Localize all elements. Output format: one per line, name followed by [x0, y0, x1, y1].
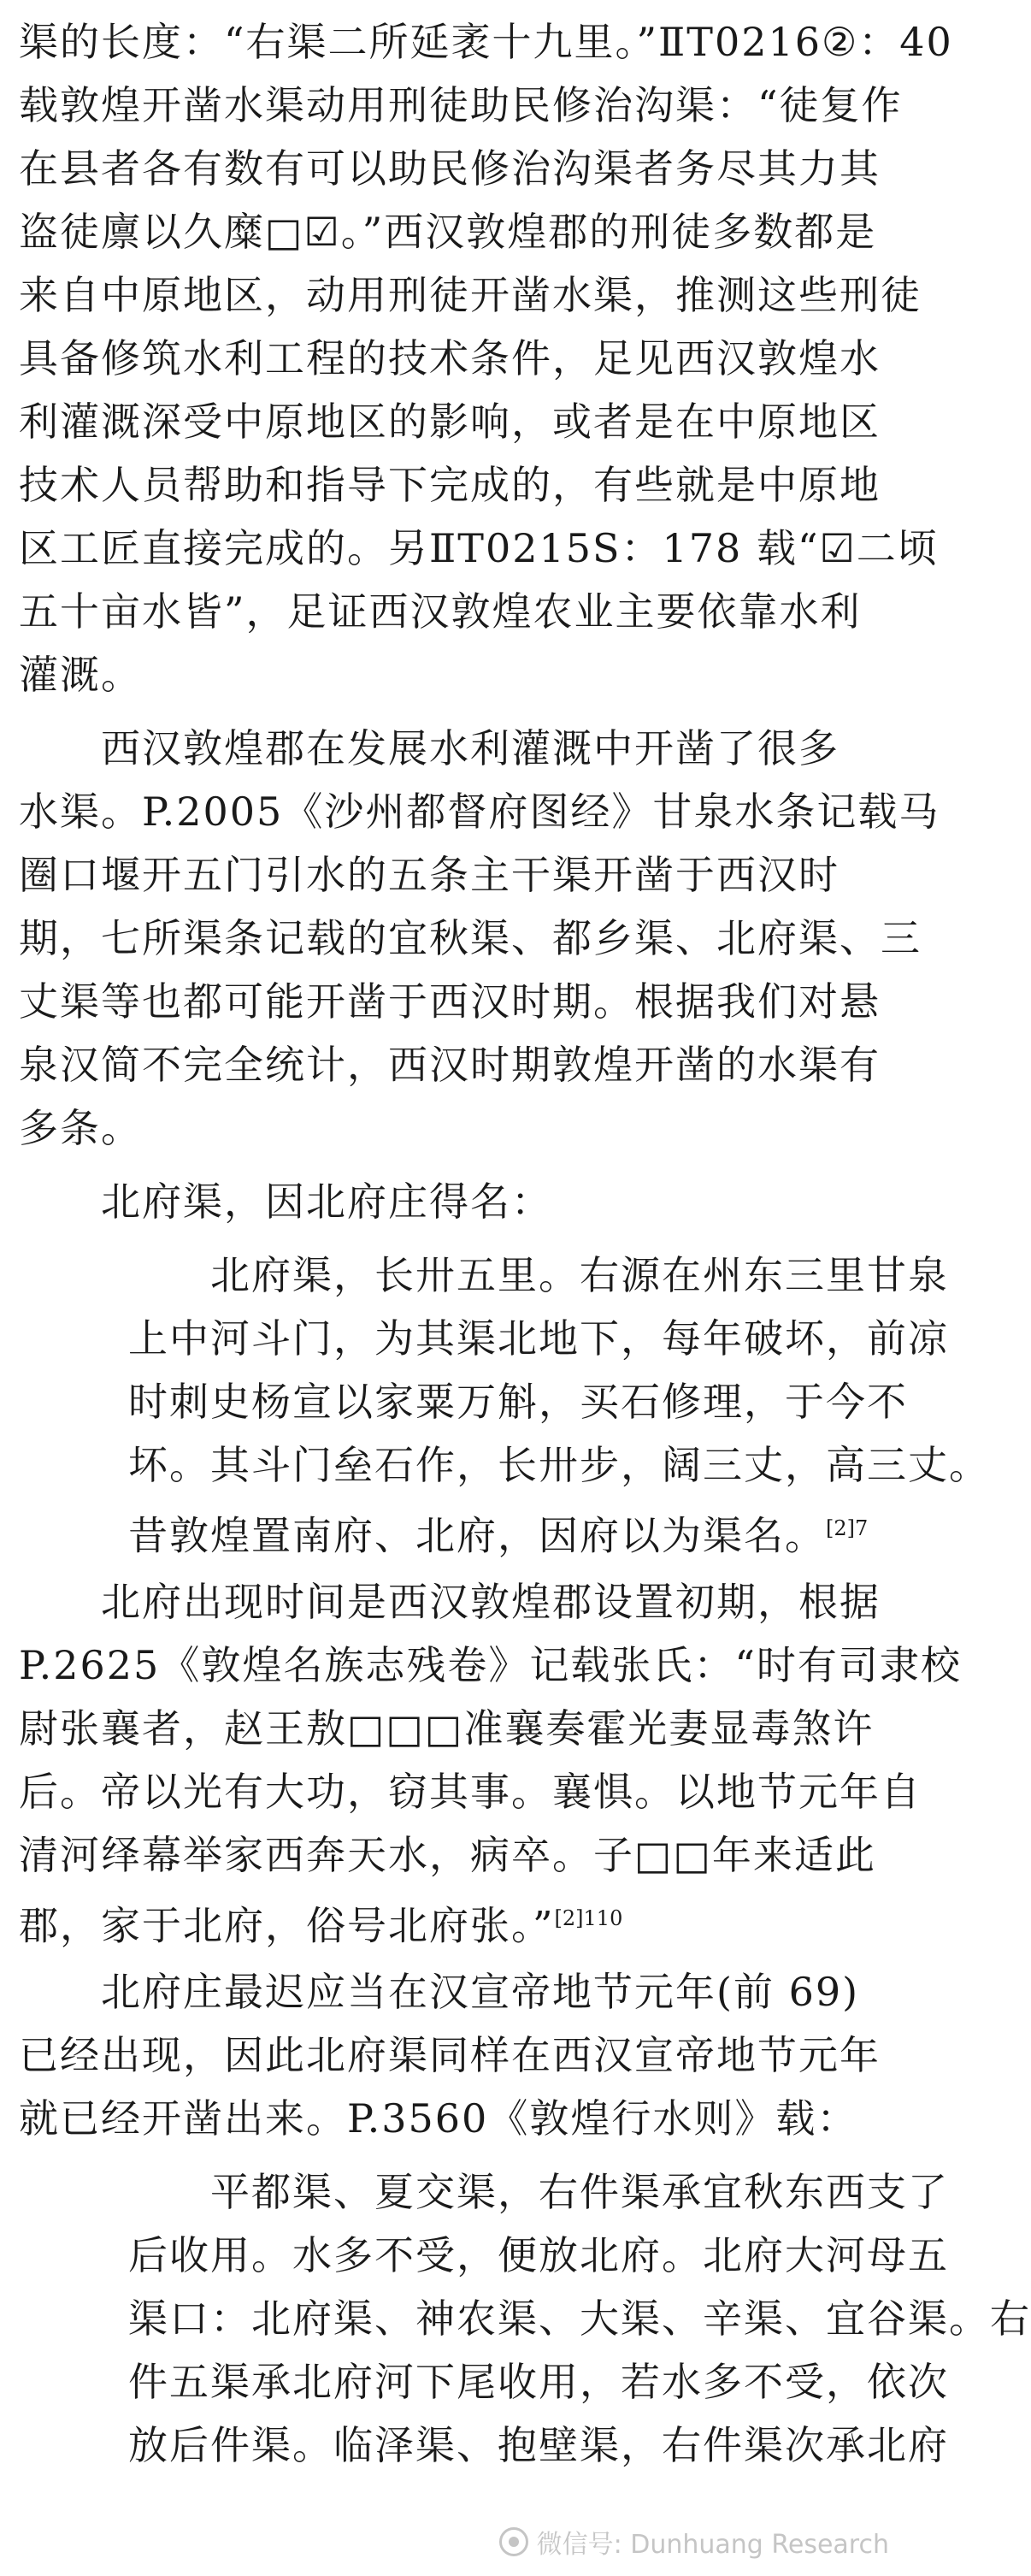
text-line [19, 643, 899, 706]
footnote-ref: [2]110 [554, 1906, 623, 1930]
text-line [19, 1697, 899, 1760]
line-text: 北府庄最迟应当在汉宣帝地节元年(前 69) [101, 1969, 860, 2015]
text-line [19, 1033, 899, 1096]
text-line [19, 1960, 899, 2024]
text-line [19, 74, 903, 137]
line-text: 盗徒廪以久糜□☑。”西汉敦煌郡的刑徒多数都是 [19, 209, 877, 255]
text-line [19, 390, 899, 453]
line-text: 就已经开凿出来。P.3560《敦煌行水则》载： [19, 2095, 858, 2142]
line-text: 圈口堰开五门引水的五条主干渠开凿于西汉时 [19, 852, 840, 898]
text-line [19, 2160, 949, 2224]
text-line [19, 1244, 949, 1307]
text-line [19, 907, 922, 970]
text-line [19, 2087, 899, 2150]
text-line [19, 1170, 899, 1233]
wechat-icon [499, 2527, 528, 2556]
line-text: 昔敦煌置南府、北府，因府以为渠名。 [128, 1512, 826, 1559]
text-line [19, 2224, 949, 2287]
line-text: 丈渠等也都可能开凿于西汉时期。根据我们对悬 [19, 978, 881, 1025]
line-text: 上中河斗门，为其渠北地下，每年破坏，前凉 [128, 1315, 949, 1362]
text-line [19, 580, 899, 643]
line-text: 已经出现，因此北府渠同样在西汉宣帝地节元年 [19, 2032, 881, 2078]
text-line [19, 1096, 899, 1160]
line-text: 多条。 [19, 1105, 142, 1151]
line-text: 北府出现时间是西汉敦煌郡设置初期，根据 [101, 1579, 881, 1625]
text-line [19, 10, 953, 74]
text-line [19, 1570, 899, 1634]
line-text: 渠的长度：“右渠二所延袤十九里。”ⅡT0216②：40 [19, 19, 953, 65]
text-line [19, 970, 899, 1033]
line-text: 灌溉。 [19, 652, 142, 698]
line-text: 尉张襄者，赵王敖□□□准襄奏霍光妻显毒煞许 [19, 1705, 875, 1752]
line-text: 利灌溉深受中原地区的影响，或者是在中原地区 [19, 399, 881, 445]
text-line [19, 137, 899, 200]
text-line [19, 263, 922, 327]
text-line [19, 1307, 949, 1370]
text-line [19, 2350, 949, 2414]
line-text: 后收用。水多不受，便放北府。北府大河母五 [128, 2232, 949, 2278]
text-line [19, 1823, 899, 1887]
line-text: 后。帝以光有大功，窃其事。襄惧。以地节元年自 [19, 1769, 922, 1815]
line-text: 区工匠直接完成的。另ⅡT0215S：178 载“☑二顷 [19, 525, 939, 571]
text-line [19, 717, 899, 780]
line-text: 郡，家于北府，俗号北府张。” [19, 1902, 555, 1949]
text-line [19, 2287, 1031, 2350]
watermark-text: 微信号: Dunhuang Research [536, 2530, 889, 2560]
line-text: 载敦煌开凿水渠动用刑徒助民修治沟渠：“徒复作 [19, 82, 903, 128]
text-line [19, 2024, 899, 2087]
text-line [19, 2414, 949, 2477]
line-text: 西汉敦煌郡在发展水利灌溉中开凿了很多 [101, 725, 840, 771]
text-line [19, 1760, 922, 1823]
text-line [19, 327, 899, 390]
line-text: 技术人员帮助和指导下完成的，有些就是中原地 [19, 462, 881, 508]
line-text: 在县者各有数有可以助民修治沟渠者务尽其力其 [19, 145, 881, 192]
line-text: 五十亩水皆”，足证西汉敦煌农业主要依靠水利 [19, 588, 862, 635]
text-line [19, 200, 899, 263]
line-text: 期，七所渠条记载的宜秋渠、都乡渠、北府渠、三 [19, 915, 922, 961]
watermark [499, 2523, 889, 2561]
line-text: 具备修筑水利工程的技术条件，足见西汉敦煌水 [19, 335, 881, 381]
text-line [19, 453, 899, 517]
line-text: 件五渠承北府河下尾收用，若水多不受，依次 [128, 2359, 949, 2405]
text-line [19, 780, 940, 843]
line-text: 泉汉简不完全统计，西汉时期敦煌开凿的水渠有 [19, 1042, 881, 1088]
text-line [19, 1887, 899, 1950]
text-line [19, 843, 899, 907]
line-text: 时刺史杨宣以家粟万斛，买石修理，于今不 [128, 1379, 908, 1425]
line-text: 清河绎幕举家西奔天水，病卒。子□□年来适此 [19, 1832, 876, 1878]
text-line [19, 1497, 899, 1560]
line-text: 渠口：北府渠、神农渠、大渠、辛渠、宜谷渠。右 [128, 2295, 1031, 2342]
line-text: 北府渠，因北府庄得名： [101, 1179, 552, 1225]
footnote-ref: [2]7 [826, 1516, 869, 1540]
line-text: P.2625《敦煌名族志残卷》记载张氏：“时有司隶校 [19, 1642, 962, 1688]
text-line [19, 517, 939, 580]
text-line [19, 1370, 908, 1433]
line-text: 坏。其斗门垒石作，长卅步，阔三丈，高三丈。 [128, 1442, 990, 1488]
line-text: 水渠。P.2005《沙州都督府图经》甘泉水条记载马 [19, 789, 940, 835]
line-text: 平都渠、夏交渠，右件渠承宜秋东西支了 [210, 2169, 949, 2215]
text-line [19, 1433, 990, 1497]
line-text: 北府渠，长卅五里。右源在州东三里甘泉 [210, 1252, 949, 1298]
text-line [19, 1634, 962, 1697]
line-text: 放后件渠。临泽渠、抱壁渠，右件渠次承北府 [128, 2422, 949, 2468]
line-text: 来自中原地区，动用刑徒开凿水渠，推测这些刑徒 [19, 272, 922, 318]
